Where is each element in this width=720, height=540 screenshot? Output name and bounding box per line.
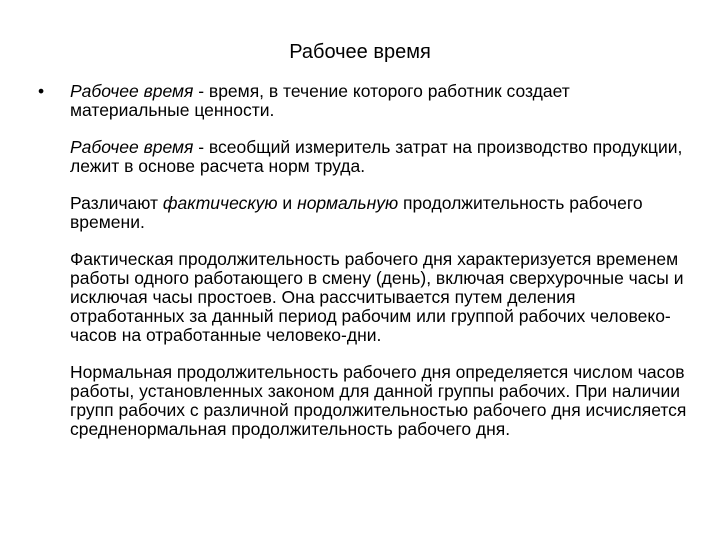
paragraph-definition-2 [70, 138, 690, 176]
text-segment: Различают [70, 193, 163, 213]
definition-text: - время, в течение которого работник создает материальные ценности. [70, 81, 570, 120]
term-italic-normal: нормальную [297, 193, 399, 213]
paragraph-distinction [70, 194, 690, 232]
paragraph-actual-duration: Фактическая продолжительность рабочего дня характеризуется временем работы одного работающего в смену (день), включая сверхурочные часы и исключая часы простоев. Она рассчитывается путем деления отработанных за данный период рабочим или группой рабочих человеко-часов на отработанные человеко-дни. [70, 249, 684, 345]
bullet-marker: • [38, 81, 45, 101]
term-italic: Рабочее время [70, 81, 194, 101]
text-segment: продолжительность рабочего времени. [70, 193, 643, 232]
text-segment: и [277, 193, 298, 213]
paragraph-definition-1 [38, 81, 690, 120]
definition-text: - всеобщий измеритель затрат на производство продукции, лежит в основе расчета норм труда. [70, 137, 683, 176]
bullet-content [38, 81, 690, 457]
term-italic-actual: фактическую [162, 193, 278, 213]
slide-title: Рабочее время [289, 41, 431, 63]
paragraph-normal-duration: Нормальная продолжительность рабочего дня определяется числом часов работы, установленных законом для данной группы рабочих. При наличии групп рабочих с различной продолжительностью рабочего дня исчисляется средненормальная продолжительность рабочего дня. [70, 362, 687, 439]
term-italic: Рабочее время [70, 137, 194, 157]
